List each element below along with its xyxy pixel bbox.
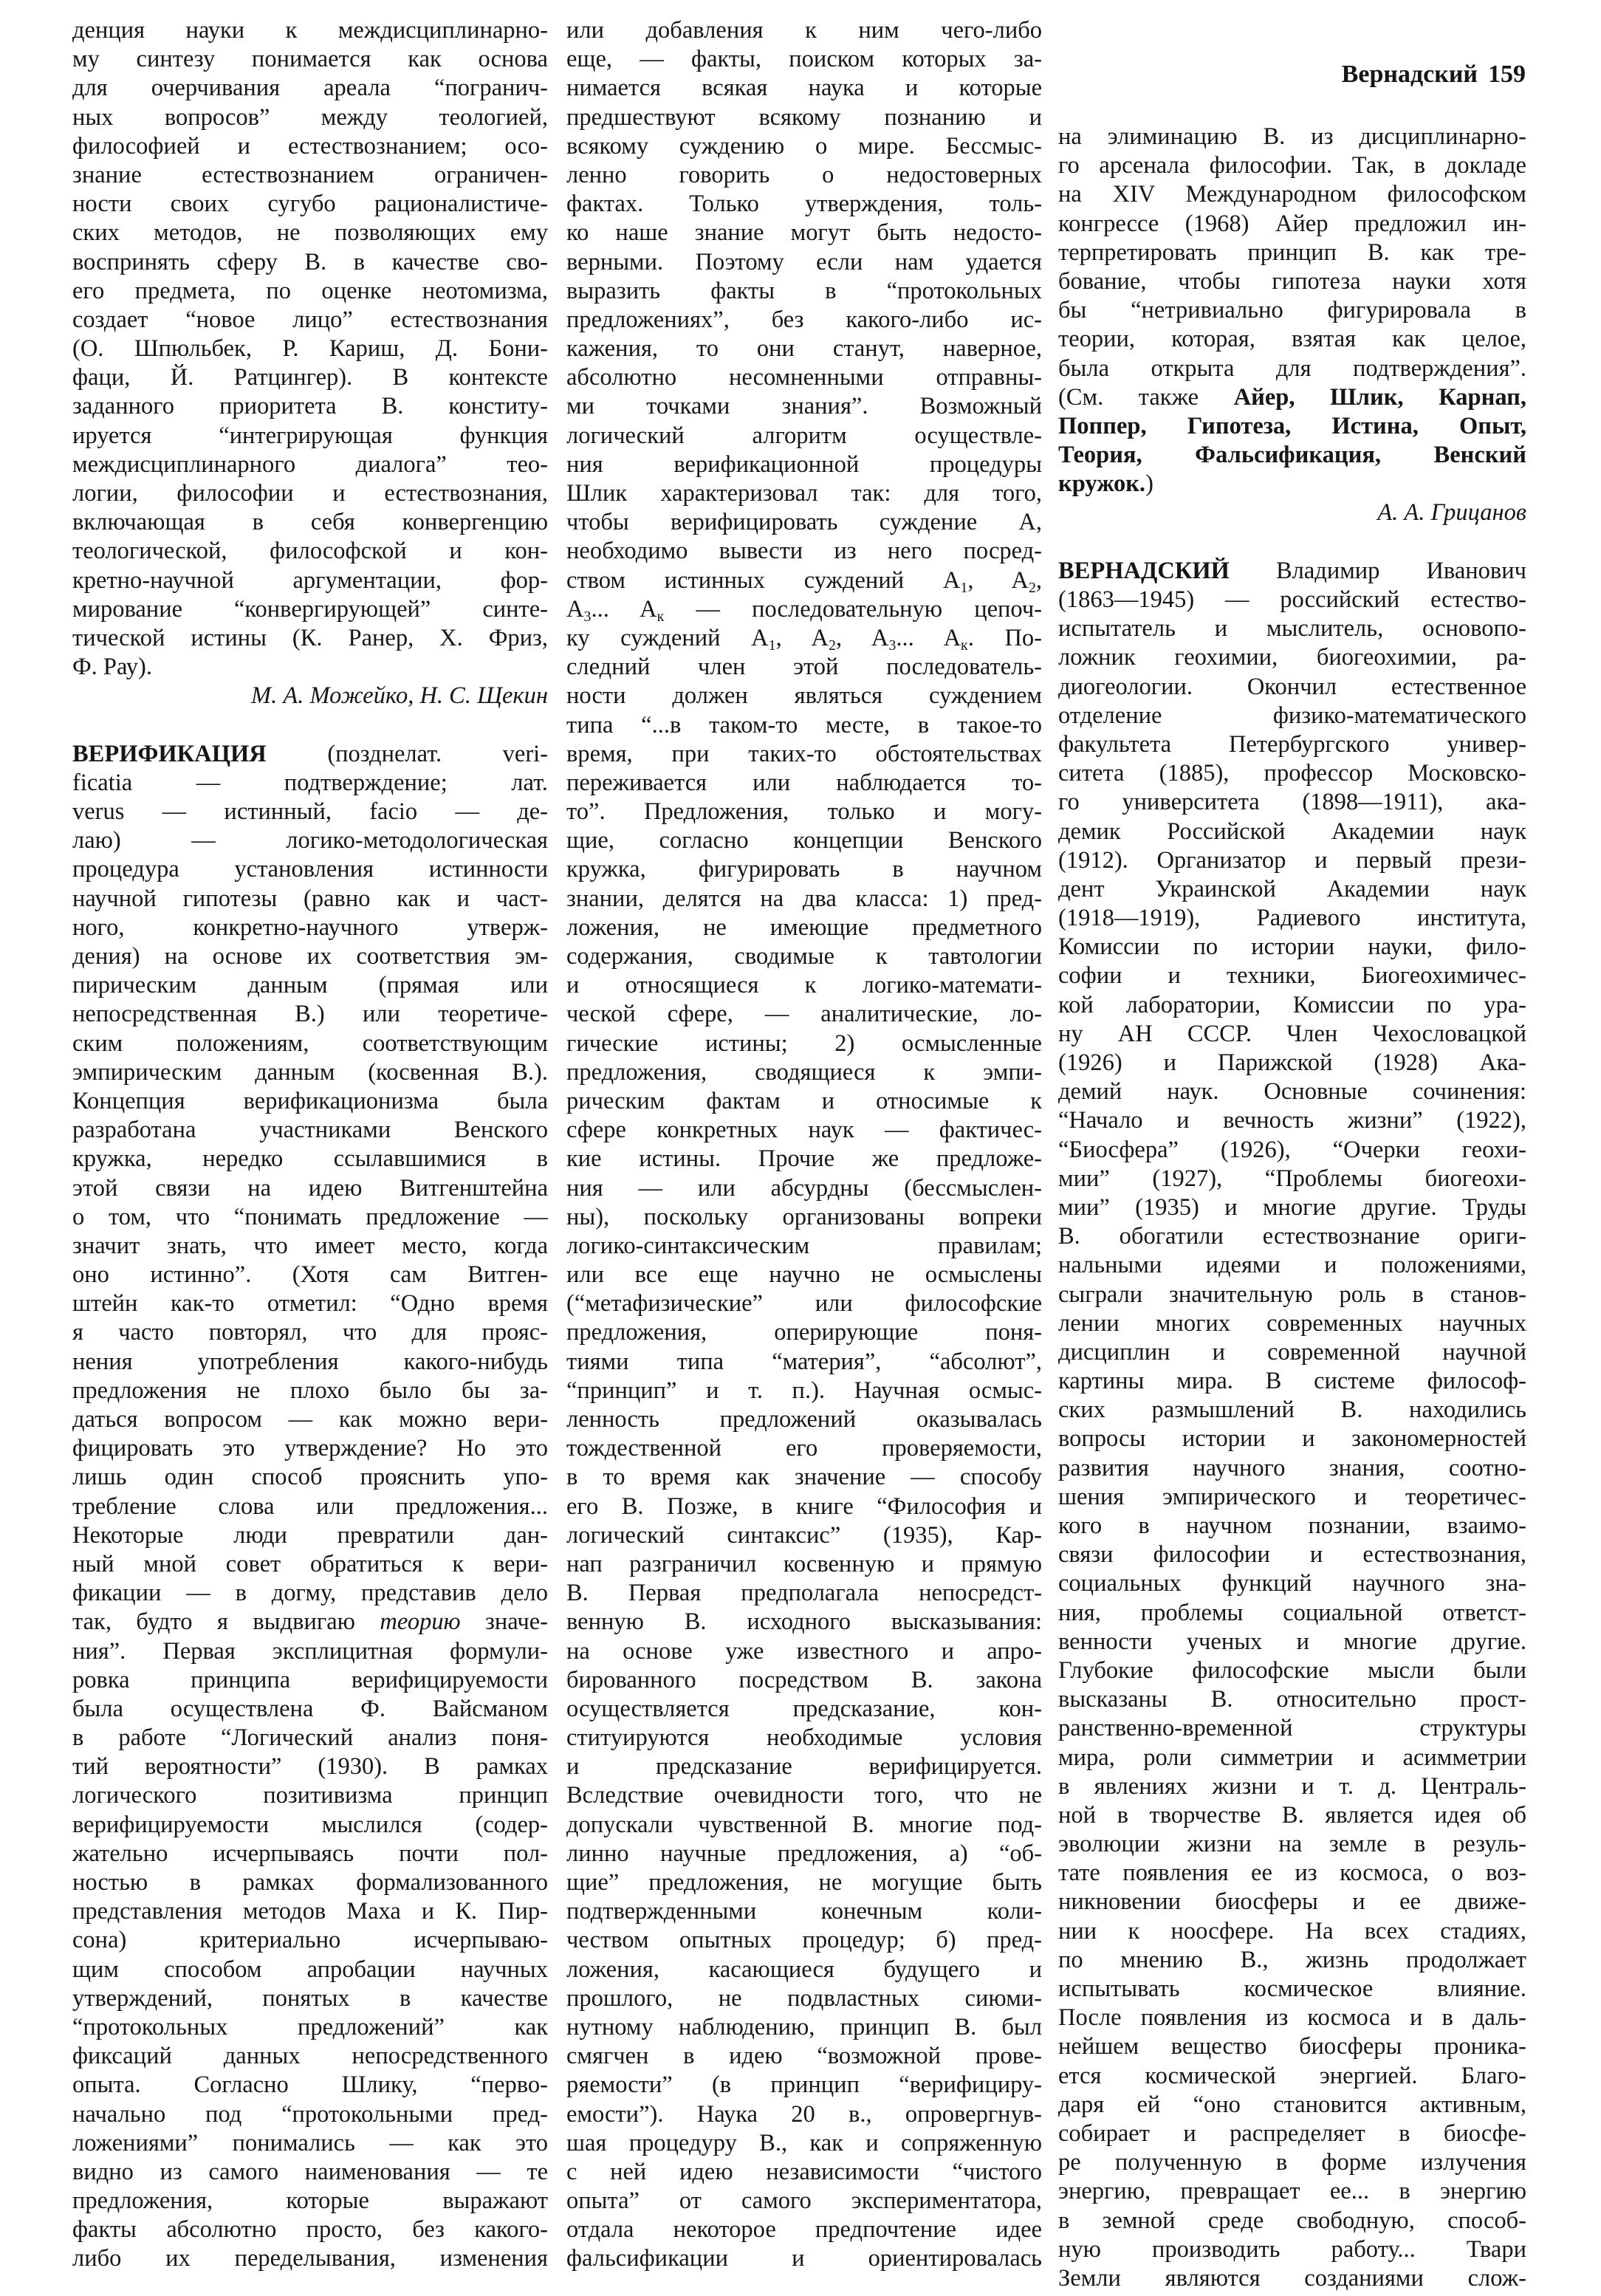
text-line: ной в творчестве В. является идея об	[1058, 1801, 1526, 1829]
text-run: . По-	[967, 624, 1042, 651]
running-head-title: Вернадский	[1341, 61, 1478, 88]
text-line: дения) на основе их соответствия эм-	[72, 943, 548, 970]
text-line: социальных функций научного зна-	[1058, 1570, 1526, 1597]
text-line: После появления из космоса и в даль-	[1058, 2004, 1526, 2032]
text-line	[1058, 383, 1526, 412]
text-line: демик Российской Академии наук	[1058, 818, 1526, 845]
text-line: сыграли значительную роль в станов-	[1058, 1281, 1526, 1308]
text-run: ... A	[591, 595, 657, 623]
text-line: всякому суждению о мире. Бессмыс-	[566, 132, 1042, 160]
text-line: “Биосфера” (1926), “Очерки геохи-	[1058, 1136, 1526, 1163]
text-column-1	[72, 16, 548, 2274]
text-line: логии, философии и естествознания,	[72, 480, 548, 507]
text-line: софии и техники, Биогеохимичес-	[1058, 962, 1526, 990]
text-line: дисциплин и современной научной	[1058, 1338, 1526, 1365]
text-line: шая процедуру В., как и сопряженную	[566, 2129, 1042, 2156]
text-line: этой связи на идею Витгенштейна	[72, 1174, 548, 1202]
text-line: представления методов Маха и К. Пир-	[72, 1898, 548, 1925]
text-line: ложениями” понимались — как это	[72, 2129, 548, 2156]
text-line: время, при таких-то обстоятельствах	[566, 740, 1042, 767]
text-line: переживается или наблюдается то-	[566, 769, 1042, 796]
text-line: в то время как значение — способу	[566, 1464, 1042, 1491]
text-line: Ф. Рау).	[72, 654, 152, 681]
text-line: (1918—1919), Радиевого института,	[1058, 905, 1526, 932]
text-line: ложения, не имеющие предметного	[566, 914, 1042, 941]
text-line: его предмета, по оценке неотомизма,	[72, 277, 548, 304]
text-line: то”. Предложения, только и могу-	[566, 798, 1042, 826]
text-line: я часто повторял, что для прояс-	[72, 1319, 548, 1346]
text-line: нейшем вещество биосферы проника-	[1058, 2033, 1526, 2060]
text-line: “протокольных предложений” как	[72, 2013, 548, 2040]
text-line	[72, 740, 548, 769]
text-line: или все еще научно не осмыслены	[566, 1261, 1042, 1289]
text-line: видно из самого наименования — те	[72, 2158, 548, 2185]
subscript: 2	[1028, 579, 1036, 595]
subscript: 1	[768, 637, 776, 654]
text-line: чеством опытных процедур; б) пред-	[566, 1927, 1042, 1954]
text-line: Глубокие философские мысли были	[1058, 1656, 1526, 1684]
text-line: фальсификации и ориентировалась	[566, 2245, 1042, 2272]
text-line: или добавления к ним чего-либо	[566, 17, 1042, 44]
paragraph-gap	[72, 711, 548, 740]
text-line: (1863—1945) — российский естество-	[1058, 586, 1526, 613]
text-line: венности ученых и многие другие.	[1058, 1628, 1526, 1655]
text-line: фикации — в догму, представив дело	[72, 1580, 548, 1607]
text-line: ную производить работу... Твари	[1058, 2235, 1526, 2263]
text-line: собирает и распределяет в биосфе-	[1058, 2119, 1526, 2147]
text-line: ну АН СССР. Член Чехословацкой	[1058, 1020, 1526, 1047]
text-line: ранственно-временной структуры	[1058, 1715, 1526, 1742]
text-line: тождественной его проверяемости,	[566, 1435, 1042, 1462]
text-line: смягчен в идею “возможной прове-	[566, 2043, 1042, 2070]
text-line: предложения не плохо было бы за-	[72, 1377, 548, 1404]
text-line: фицировать это утверждение? Но это	[72, 1435, 548, 1462]
text-line: кого в научном познании, взаимо-	[1058, 1512, 1526, 1539]
text-line: (О. Шпюльбек, Р. Кариш, Д. Бони-	[72, 335, 548, 363]
text-line: тиями типа “материя”, “абсолют”,	[566, 1348, 1042, 1375]
text-line: тате появления ее из космоса, о воз-	[1058, 1860, 1526, 1887]
text-line: ния — или абсурдны (бессмыслен-	[566, 1174, 1042, 1202]
page-number: 159	[1488, 61, 1526, 88]
text-line: бированного посредством В. закона	[566, 1666, 1042, 1693]
text-line: философией и естествознанием; осо-	[72, 132, 548, 160]
text-line: В. обогатили естествознание ориги-	[1058, 1223, 1526, 1250]
bold-term: Теория, Фальсификация, Венский	[1058, 442, 1526, 469]
text-line: ряемости” (в принцип “верифициру-	[566, 2071, 1042, 2099]
text-line: еще, — факты, поиском которых за-	[566, 46, 1042, 73]
text-line: либо их переделывания, изменения	[72, 2245, 548, 2272]
text-line: денция науки к междисциплинарно-	[72, 17, 548, 44]
text-line: о том, что “понимать предложение —	[72, 1203, 548, 1230]
text-line: ко наше знание могут быть недосто-	[566, 219, 1042, 247]
text-line: высказаны В. относительно прост-	[1058, 1686, 1526, 1713]
text-line: ны), поскольку организованы вопреки	[566, 1203, 1042, 1230]
text-line: ности должен являться суждением	[566, 682, 1042, 710]
text-line: картины мира. В системе философ-	[1058, 1368, 1526, 1395]
text-line: Комиссии по истории науки, фило-	[1058, 933, 1526, 961]
text-line: по мнению В., жизнь продолжает	[1058, 1946, 1526, 1973]
text-line: начально под “протокольными пред-	[72, 2100, 548, 2128]
text-line: линно научные предложения, а) “об-	[566, 1840, 1042, 1867]
text-run: ... A	[896, 624, 961, 651]
text-line: емости”). Наука 20 в., опровергнув-	[566, 2100, 1042, 2128]
text-line: кажения, то они станут, наверное,	[566, 335, 1042, 363]
text-run: ством истинных суждений A	[566, 566, 961, 594]
text-line: (1912). Организатор и первый прези-	[1058, 846, 1526, 874]
text-line: ских методов, не позволяющих ему	[72, 219, 548, 247]
text-line: включающая в себя конвергенцию	[72, 509, 548, 536]
text-line: вопросы истории и закономерностей	[1058, 1425, 1526, 1453]
text-run: ку суждений A	[566, 624, 769, 651]
text-line: знание естествознанием ограничен-	[72, 161, 548, 188]
text-line: рическим фактам и относимые к	[566, 1087, 1042, 1114]
text-run: значе-	[460, 1608, 548, 1636]
text-line: щим способом апробации научных	[72, 1956, 548, 1983]
text-line: утверждений, понятых в качестве	[72, 1984, 548, 2012]
text-line: на основе уже известного и апро-	[566, 1637, 1042, 1665]
text-line: диогеологии. Окончил естественное	[1058, 673, 1526, 700]
text-line: ми точками знания”. Возможный	[566, 393, 1042, 420]
text-line: конгрессе (1968) Айер предложил ин-	[1058, 210, 1526, 237]
text-line	[1058, 441, 1526, 470]
text-line: и относящиеся к логико-математи-	[566, 972, 1042, 999]
text-line: ситета (1885), профессор Московско-	[1058, 760, 1526, 787]
text-line: предложения, сводящиеся к эмпи-	[566, 1058, 1042, 1086]
text-line: Земли являются созданиями слож-	[1058, 2264, 1526, 2292]
text-line: щие” предложения, не могущие быть	[566, 1869, 1042, 1896]
text-line: Вследствие очевидности того, что не	[566, 1782, 1042, 1809]
text-line: с ней идею независимости “чистого	[566, 2158, 1042, 2185]
text-line: опыта. Согласно Шлику, “перво-	[72, 2071, 548, 2099]
text-line: даря ей “оно становится активным,	[1058, 2091, 1526, 2118]
text-line: эволюции жизни на земле в резуль-	[1058, 1831, 1526, 1858]
text-line: щие, согласно концепции Венского	[566, 827, 1042, 854]
text-run: )	[1145, 470, 1153, 498]
text-line: Некоторые люди превратили дан-	[72, 1521, 548, 1549]
text-line: жательно исчерпываясь почти пол-	[72, 1840, 548, 1867]
text-line: гические истины; 2) осмысленные	[566, 1029, 1042, 1057]
text-line: “Начало и вечность жизни” (1922),	[1058, 1107, 1526, 1134]
text-line: ложник геохимии, биогеохимии, ра-	[1058, 644, 1526, 671]
text-line: факты абсолютно просто, без какого-	[72, 2216, 548, 2244]
text-line: прошлого, не подвластных сиюми-	[566, 1984, 1042, 2012]
text-line: лишь один способ прояснить упо-	[72, 1464, 548, 1491]
text-line: была открыта для подтверждения”.	[1058, 354, 1526, 382]
text-line: междисциплинарного диалога” тео-	[72, 450, 548, 478]
text-line: ровка принципа верифицируемости	[72, 1666, 548, 1693]
text-line: опыта” от самого экспериментатора,	[566, 2187, 1042, 2215]
text-line: теории, которая, взятая как целое,	[1058, 326, 1526, 353]
text-line: кой лаборатории, Комиссии по ура-	[1058, 991, 1526, 1018]
text-line: мирование “конвергирующей” синте-	[72, 595, 548, 623]
text-line: в явлениях жизни и т. д. Централь-	[1058, 1772, 1526, 1800]
text-line: шения эмпирического и теоретичес-	[1058, 1483, 1526, 1510]
text-line: следний член этой последователь-	[566, 654, 1042, 681]
text-line: нутному наблюдению, принцип В. был	[566, 2013, 1042, 2040]
text-line: му синтезу понимается как основа	[72, 46, 548, 73]
text-line: отделение физико-математического	[1058, 702, 1526, 729]
text-line: чтобы верифицировать суждение А,	[566, 509, 1042, 536]
text-line: ficatia — подтверждение; лат.	[72, 769, 548, 796]
text-line: требление слова или предложения...	[72, 1493, 548, 1520]
text-line: дент Украинской Академии наук	[1058, 875, 1526, 902]
text-line: никновении биосферы и ее движе-	[1058, 1888, 1526, 1916]
text-line: бы “нетривиально фигурировала в	[1058, 297, 1526, 324]
text-line: эмпирическим данным (косвенная В.).	[72, 1058, 548, 1086]
text-line: допускали чувственной В. многие под-	[566, 1811, 1042, 1838]
text-line: Шлик характеризовал так: для того,	[566, 480, 1042, 507]
text-line: процедура установления истинности	[72, 856, 548, 883]
text-line: осуществляется предсказание, кон-	[566, 1695, 1042, 1722]
bold-term: кружок.	[1058, 470, 1146, 498]
text-line: штейн как-то отметил: “Одно время	[72, 1290, 548, 1317]
subscript: к	[961, 637, 968, 654]
text-line: необходимо вывести из него посред-	[566, 538, 1042, 565]
subscript: 3	[888, 637, 897, 654]
paragraph-gap	[1058, 528, 1526, 557]
article-author: М. А. Можейко, Н. С. Щекин	[251, 682, 548, 710]
text-line: ного, конкретно-научного утверж-	[72, 914, 548, 941]
text-column-2	[566, 16, 1042, 2274]
text-line: (“метафизические” или философские	[566, 1290, 1042, 1317]
text-line: факультета Петербургского универ-	[1058, 730, 1526, 758]
text-line: мии” (1935) и многие другие. Труды	[1058, 1193, 1526, 1221]
text-line: верными. Поэтому если нам удается	[566, 248, 1042, 275]
text-line: оно истинно”. (Хотя сам Витген-	[72, 1261, 548, 1289]
text-line	[566, 624, 1042, 653]
text-line: фактах. Только утверждения, толь-	[566, 191, 1042, 218]
text-line: ется космической энергией. Благо-	[1058, 2062, 1526, 2089]
text-line: кретно-научной аргументации, фор-	[72, 566, 548, 594]
text-line: предложениях”, без какого-либо ис-	[566, 306, 1042, 333]
text-run: Владимир Иванович	[1229, 557, 1526, 584]
text-line: verus — истинный, facio — де-	[72, 798, 548, 826]
text-line: содержания, сводимые к тавтологии	[566, 943, 1042, 970]
text-line: ским положениям, соответствующим	[72, 1029, 548, 1057]
text-line: отдала некоторое предпочтение идее	[566, 2216, 1042, 2244]
text-line: его В. Позже, в книге “Философия и	[566, 1493, 1042, 1520]
text-line: для очерчивания ареала “погранич-	[72, 75, 548, 102]
text-line: нимается всякая наука и которые	[566, 75, 1042, 102]
text-line: в земной среде свободную, способ-	[1058, 2207, 1526, 2234]
text-run: , A	[775, 624, 829, 651]
text-line: тической истины (К. Ранер, Х. Фриз,	[72, 624, 548, 651]
text-run: , A	[967, 566, 1029, 594]
text-line: ческой сфере, — аналитические, ло-	[566, 1001, 1042, 1028]
text-line: энергию, превращает ее... в энергию	[1058, 2178, 1526, 2205]
text-column-3	[1058, 123, 1526, 2293]
text-line: ституируются необходимые условия	[566, 1724, 1042, 1752]
subscript: 1	[960, 579, 968, 595]
text-line: ния, проблемы социальной ответст-	[1058, 1599, 1526, 1626]
text-line: в работе “Логический анализ поня-	[72, 1724, 548, 1752]
text-line	[72, 1608, 548, 1637]
text-line: предложения, которые выражают	[72, 2187, 548, 2215]
bold-term: ВЕРНАДСКИЙ	[1058, 557, 1230, 584]
text-line: сона) критериально исчерпываю-	[72, 1927, 548, 1954]
text-run: (позднелат. veri-	[266, 740, 548, 767]
text-line: логический синтаксис” (1935), Кар-	[566, 1521, 1042, 1549]
bold-term: ВЕРИФИКАЦИЯ	[72, 740, 267, 767]
text-line: абсолютно несомненными отправны-	[566, 364, 1042, 391]
text-line: связи философии и естествознания,	[1058, 1541, 1526, 1569]
running-header	[1342, 61, 1526, 89]
text-line: заданного приоритета В. конститу-	[72, 393, 548, 420]
text-line: кружка, фигурировать в научном	[566, 856, 1042, 883]
text-line: даться вопросом — как можно вери-	[72, 1406, 548, 1433]
text-line: нии к ноосфере. На всех стадиях,	[1058, 1917, 1526, 1944]
text-line: создает “новое лицо” естествознания	[72, 306, 548, 333]
text-line: ируется “интегрирующая функция	[72, 422, 548, 449]
text-line: ре полученную в форме излучения	[1058, 2149, 1526, 2176]
text-line: разработана участниками Венского	[72, 1117, 548, 1144]
text-line: на XIV Международном философском	[1058, 181, 1526, 208]
text-line: лаю) — логико-методологическая	[72, 827, 548, 854]
text-line: логико-синтаксическим правилам;	[566, 1232, 1042, 1259]
text-line: ния”. Первая эксплицитная формули-	[72, 1637, 548, 1665]
text-line: терпретировать принцип В. как тре-	[1058, 239, 1526, 266]
text-line: ленность предложений оказывалась	[566, 1406, 1042, 1433]
text-line: ных вопросов” между теологией,	[72, 103, 548, 131]
bold-term: Поппер, Гипотеза, Истина, Опыт,	[1058, 412, 1526, 439]
text-line: бование, чтобы гипотеза науки хотя	[1058, 267, 1526, 295]
text-line: ленно говорить о недостоверных	[566, 161, 1042, 188]
text-run: , A	[836, 624, 889, 651]
text-line: сфере конкретных наук — фактичес-	[566, 1117, 1042, 1144]
text-run: A	[566, 595, 584, 623]
text-line: испытывать космическое влияние.	[1058, 1975, 1526, 2002]
text-line: ложения, касающиеся будущего и	[566, 1956, 1042, 1983]
text-line	[1058, 470, 1526, 498]
text-run: — последовательную цепоч-	[664, 595, 1042, 623]
text-run: (См. также	[1058, 383, 1234, 411]
text-line: лении многих современных научных	[1058, 1309, 1526, 1337]
text-line: нальными идеями и положениями,	[1058, 1252, 1526, 1279]
text-line: кие истины. Прочие же предложе-	[566, 1145, 1042, 1173]
text-line	[566, 595, 1042, 624]
text-line: (1926) и Парижской (1928) Ака-	[1058, 1049, 1526, 1076]
article-author: А. А. Грицанов	[1377, 499, 1526, 527]
text-line: предшествуют всякому познанию и	[566, 103, 1042, 131]
text-line: пирическим данным (прямая или	[72, 972, 548, 999]
subscript: к	[656, 608, 665, 624]
text-line: на элиминацию В. из дисциплинарно-	[1058, 123, 1526, 150]
text-line: подтвержденными конечным коли-	[566, 1898, 1042, 1925]
text-line: испытатель и мыслитель, основопо-	[1058, 615, 1526, 642]
text-line: В. Первая предполагала непосредст-	[566, 1580, 1042, 1607]
text-line: ности своих сугубо рационалистиче-	[72, 191, 548, 218]
italic-term: теорию	[380, 1608, 461, 1636]
text-line: была осуществлена Ф. Вайсманом	[72, 1695, 548, 1722]
bold-term: Айер, Шлик, Карнап,	[1233, 383, 1526, 411]
text-line: логический алгоритм осуществле-	[566, 422, 1042, 449]
text-line	[566, 566, 1042, 595]
text-line: воспринять сферу В. в качестве сво-	[72, 248, 548, 275]
text-run: так, будто я выдвигаю	[72, 1608, 380, 1636]
text-line: нап разграничил косвенную и прямую	[566, 1550, 1042, 1577]
subscript: 3	[583, 608, 592, 624]
text-line: ских размышлений В. находились	[1058, 1397, 1526, 1424]
text-line: тий вероятности” (1930). В рамках	[72, 1753, 548, 1781]
text-line: ния верификационной процедуры	[566, 450, 1042, 478]
text-line: мии” (1927), “Проблемы биогеохи-	[1058, 1165, 1526, 1192]
text-line: выразить факты в “протокольных	[566, 277, 1042, 304]
subscript: 2	[829, 637, 837, 654]
text-line: верифицируемости мыслился (содер-	[72, 1811, 548, 1838]
text-line: кружка, нередко ссылавшимися в	[72, 1145, 548, 1173]
text-line: логического позитивизма принцип	[72, 1782, 548, 1809]
text-line: теологической, философской и кон-	[72, 538, 548, 565]
text-line: демий наук. Основные сочинения:	[1058, 1078, 1526, 1106]
text-line: венную В. исходного высказывания:	[566, 1608, 1042, 1636]
text-line: го арсенала философии. Так, в докладе	[1058, 152, 1526, 179]
text-run: ,	[1035, 566, 1042, 594]
text-line: ный мной совет обратиться к вери-	[72, 1550, 548, 1577]
text-line: нения употребления какого-нибудь	[72, 1348, 548, 1375]
text-line: и предсказание верифицируется.	[566, 1753, 1042, 1781]
text-line: го университета (1898—1911), ака-	[1058, 789, 1526, 816]
text-line: ностью в рамках формализованного	[72, 1869, 548, 1896]
text-line: развития научного знания, соотно-	[1058, 1454, 1526, 1481]
text-line: научной гипотезы (равно как и част-	[72, 885, 548, 912]
text-line	[1058, 557, 1526, 586]
text-line: значит знать, что имеет место, когда	[72, 1232, 548, 1259]
text-line: типа “...в таком-то месте, в такое-то	[566, 711, 1042, 739]
text-line: предложения, оперирующие поня-	[566, 1319, 1042, 1346]
text-line: непосредственная В.) или теоретиче-	[72, 1001, 548, 1028]
text-line	[1058, 412, 1526, 441]
text-line: фиксаций данных непосредственного	[72, 2043, 548, 2070]
text-line: знании, делятся на два класса: 1) пред-	[566, 885, 1042, 912]
text-line: Концепция верификационизма была	[72, 1087, 548, 1114]
text-line: фаци, Й. Ратцингер). В контексте	[72, 364, 548, 391]
text-line: мира, роли симметрии и асимметрии	[1058, 1744, 1526, 1771]
text-line: “принцип” и т. п.). Научная осмыс-	[566, 1377, 1042, 1404]
